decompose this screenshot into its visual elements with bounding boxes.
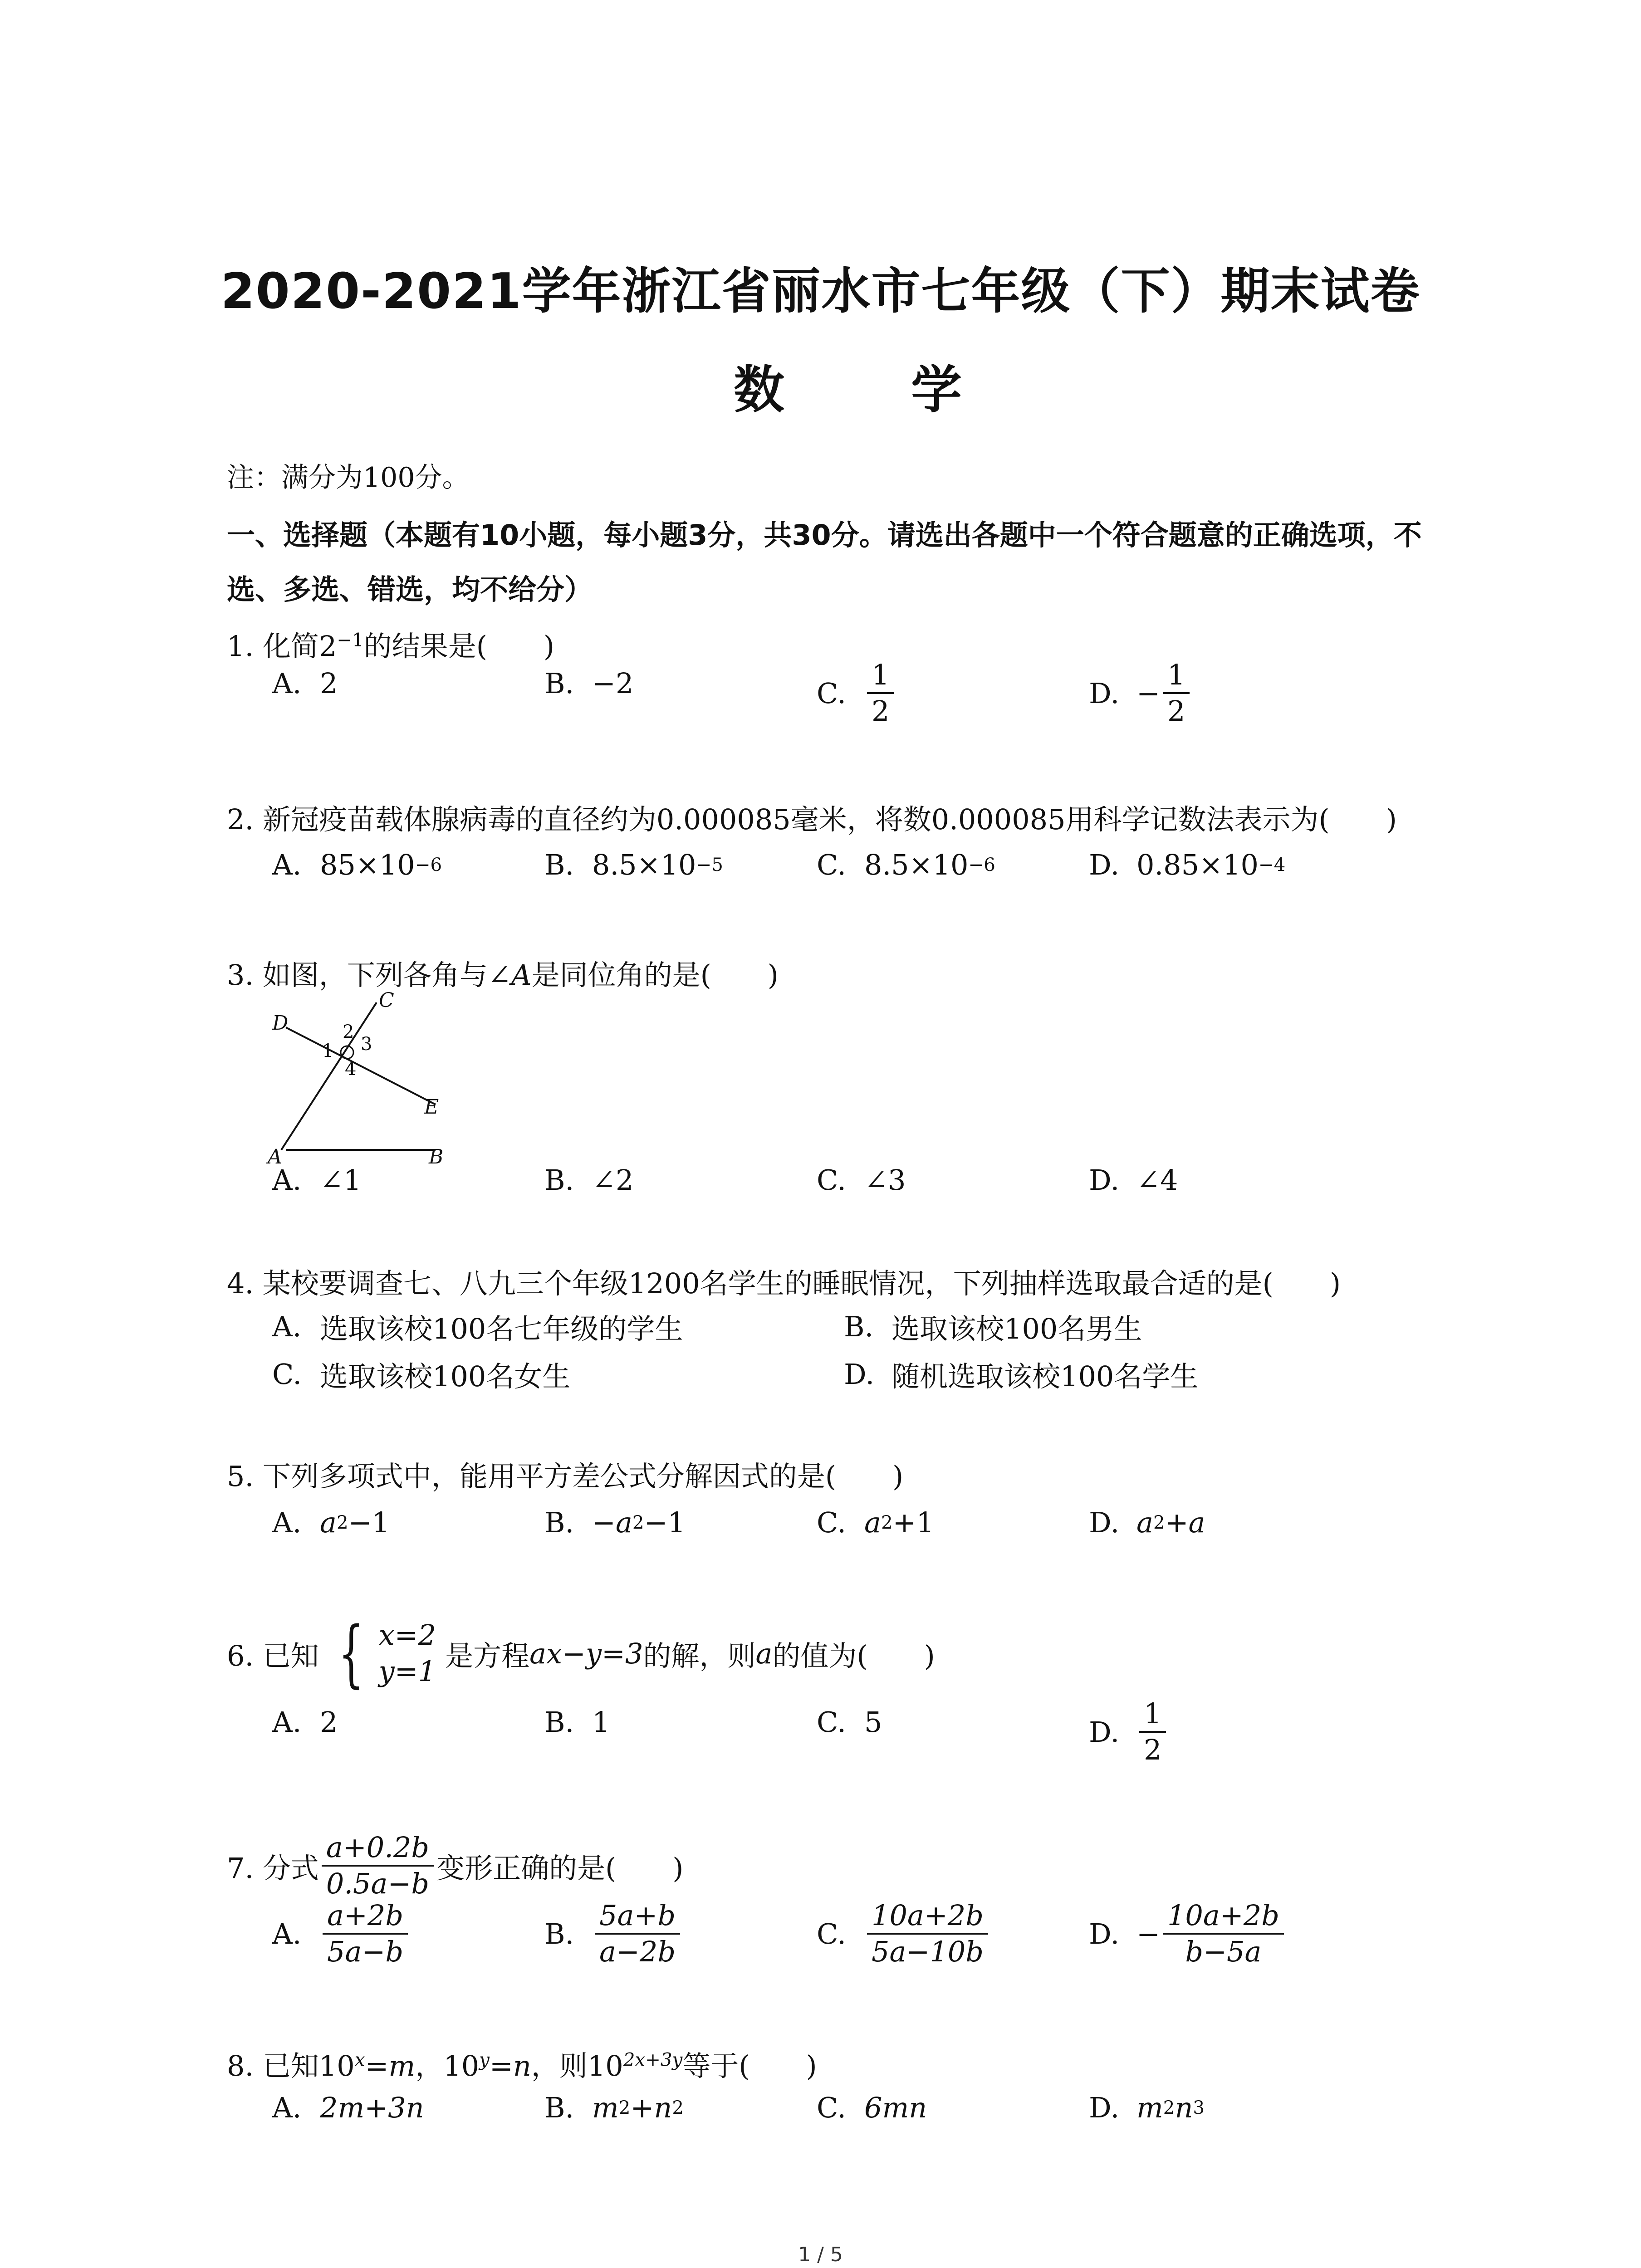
label-1: 1 (322, 1041, 334, 1061)
option-b[interactable]: B. 8.5×10 −5 (544, 848, 723, 881)
option-c[interactable]: C. a 2 +1 (817, 1506, 935, 1539)
option-d[interactable]: D. 随机选取该校100名学生 (844, 1358, 1199, 1393)
question-2-options (272, 848, 1452, 912)
option-d[interactable]: D. m 2 n 3 (1089, 2091, 1205, 2124)
subject-title: 数 学 (734, 361, 1016, 420)
option-a[interactable]: A. 2m+3n (272, 2091, 424, 2124)
option-c[interactable]: C. 选取该校100名女生 (272, 1358, 571, 1393)
option-b[interactable]: B. 1 (544, 1706, 610, 1739)
option-b[interactable]: B. −2 (544, 667, 634, 700)
question-4-options-row2 (272, 1354, 1452, 1418)
question-7-options (272, 1898, 1452, 1968)
question-3: 3. 如图，下列各角与∠A是同位角的是( ) (227, 958, 779, 992)
geometry-figure (263, 984, 463, 1166)
option-d[interactable]: D. ∠4 (1089, 1163, 1178, 1197)
question-8-options (272, 2091, 1452, 2155)
label-4: 4 (345, 1059, 357, 1080)
option-a[interactable]: A. 选取该校100名七年级的学生 (272, 1310, 683, 1345)
label-a: A (268, 1145, 282, 1166)
page-number: 1 / 5 (798, 2243, 843, 2266)
option-d[interactable]: D. $\frac{1}{2}$ (1089, 1696, 1169, 1767)
option-d[interactable]: D. 0.85×10 −4 (1089, 848, 1286, 881)
score-note: 注：满分为100分。 (227, 462, 470, 494)
equation-system: { x=2 y=1 (338, 1611, 436, 1696)
option-c[interactable]: C. $\frac{1}{2}$ (817, 658, 896, 728)
option-b[interactable]: B. m 2 +n 2 (544, 2091, 684, 2124)
option-c[interactable]: C. 5 (817, 1706, 882, 1739)
question-5: 5. 下列多项式中，能用平方差公式分解因式的是( ) (227, 1460, 904, 1493)
option-b[interactable]: B. ∠2 (544, 1163, 634, 1197)
option-d[interactable]: D. a 2 +a (1089, 1506, 1205, 1539)
option-b[interactable]: B. $\frac{5a+b}{a-2b}$ (544, 1898, 683, 1969)
option-c[interactable]: C. ∠3 (817, 1163, 906, 1197)
option-a[interactable]: A. ∠1 (272, 1163, 362, 1197)
option-a[interactable]: A. 85×10 −6 (272, 848, 442, 881)
option-d[interactable]: D. − $\frac{1}{2}$ (1089, 658, 1192, 728)
question-2: 2. 新冠疫苗载体腺病毒的直径约为0.000085毫米，将数0.000085用科学记数法表示为( ) (227, 803, 1397, 836)
option-a[interactable]: A. a 2 −1 (272, 1506, 390, 1539)
label-d: D (272, 1012, 289, 1035)
label-c: C (379, 989, 394, 1012)
label-3: 3 (361, 1034, 372, 1055)
fraction: $\frac{1}{2}$ (867, 658, 894, 728)
question-3-options (272, 1163, 1452, 1227)
option-a[interactable]: A. $\frac{a+2b}{5a-b}$ (272, 1898, 411, 1969)
option-c[interactable]: C. 6mn (817, 2091, 927, 2124)
section-heading: 一、选择题（本题有10小题，每小题3分，共30分。请选出各题中一个符合题意的正确选项，不选、多选、错选，均不给分） (227, 518, 1422, 606)
fraction: $\frac{a+0.2b}{0.5a-b}$ (322, 1830, 434, 1901)
question-5-options (272, 1506, 1452, 1569)
question-6: 6. 已知 { x=2 y=1 是方程 ax−y=3 的解，则 a 的值为( ) (227, 1611, 935, 1696)
option-a[interactable]: A. 2 (272, 667, 338, 700)
fraction: $\frac{1}{2}$ (1139, 1696, 1166, 1767)
option-c[interactable]: C. $\frac{10a+2b}{5a-10b}$ (817, 1898, 991, 1969)
question-7: 7. 分式 $\frac{a+0.2b}{0.5a-b}$ 变形正确的是( ) (227, 1831, 684, 1900)
label-e: E (424, 1095, 439, 1119)
question-1: 1. 化简$2^{-1}$的结果是( ) (227, 629, 555, 663)
option-c[interactable]: C. 8.5×10 −6 (817, 848, 995, 881)
question-8: 8. 已知$10^x=m$，$10^y=n$，则$10^{2x+3y}$等于( ) (227, 2049, 817, 2082)
question-4: 4. 某校要调查七、八九三个年级1200名学生的睡眠情况，下列抽样选取最合适的是( ) (227, 1267, 1341, 1300)
question-6-options (272, 1697, 1452, 1769)
option-d[interactable]: D. − $\frac{10a+2b}{b-5a}$ (1089, 1898, 1287, 1969)
label-2: 2 (343, 1022, 354, 1042)
label-b: B (429, 1145, 444, 1166)
option-b[interactable]: B. 选取该校100名男生 (844, 1310, 1142, 1345)
question-1-options (272, 658, 1452, 730)
exam-title: 2020-2021学年浙江省丽水市七年级（下）期末试卷 (220, 263, 1421, 320)
line-ac (281, 1002, 377, 1150)
option-a[interactable]: A. 2 (272, 1706, 338, 1739)
fraction: $\frac{1}{2}$ (1163, 658, 1190, 728)
option-b[interactable]: B. −a 2 −1 (544, 1506, 686, 1539)
